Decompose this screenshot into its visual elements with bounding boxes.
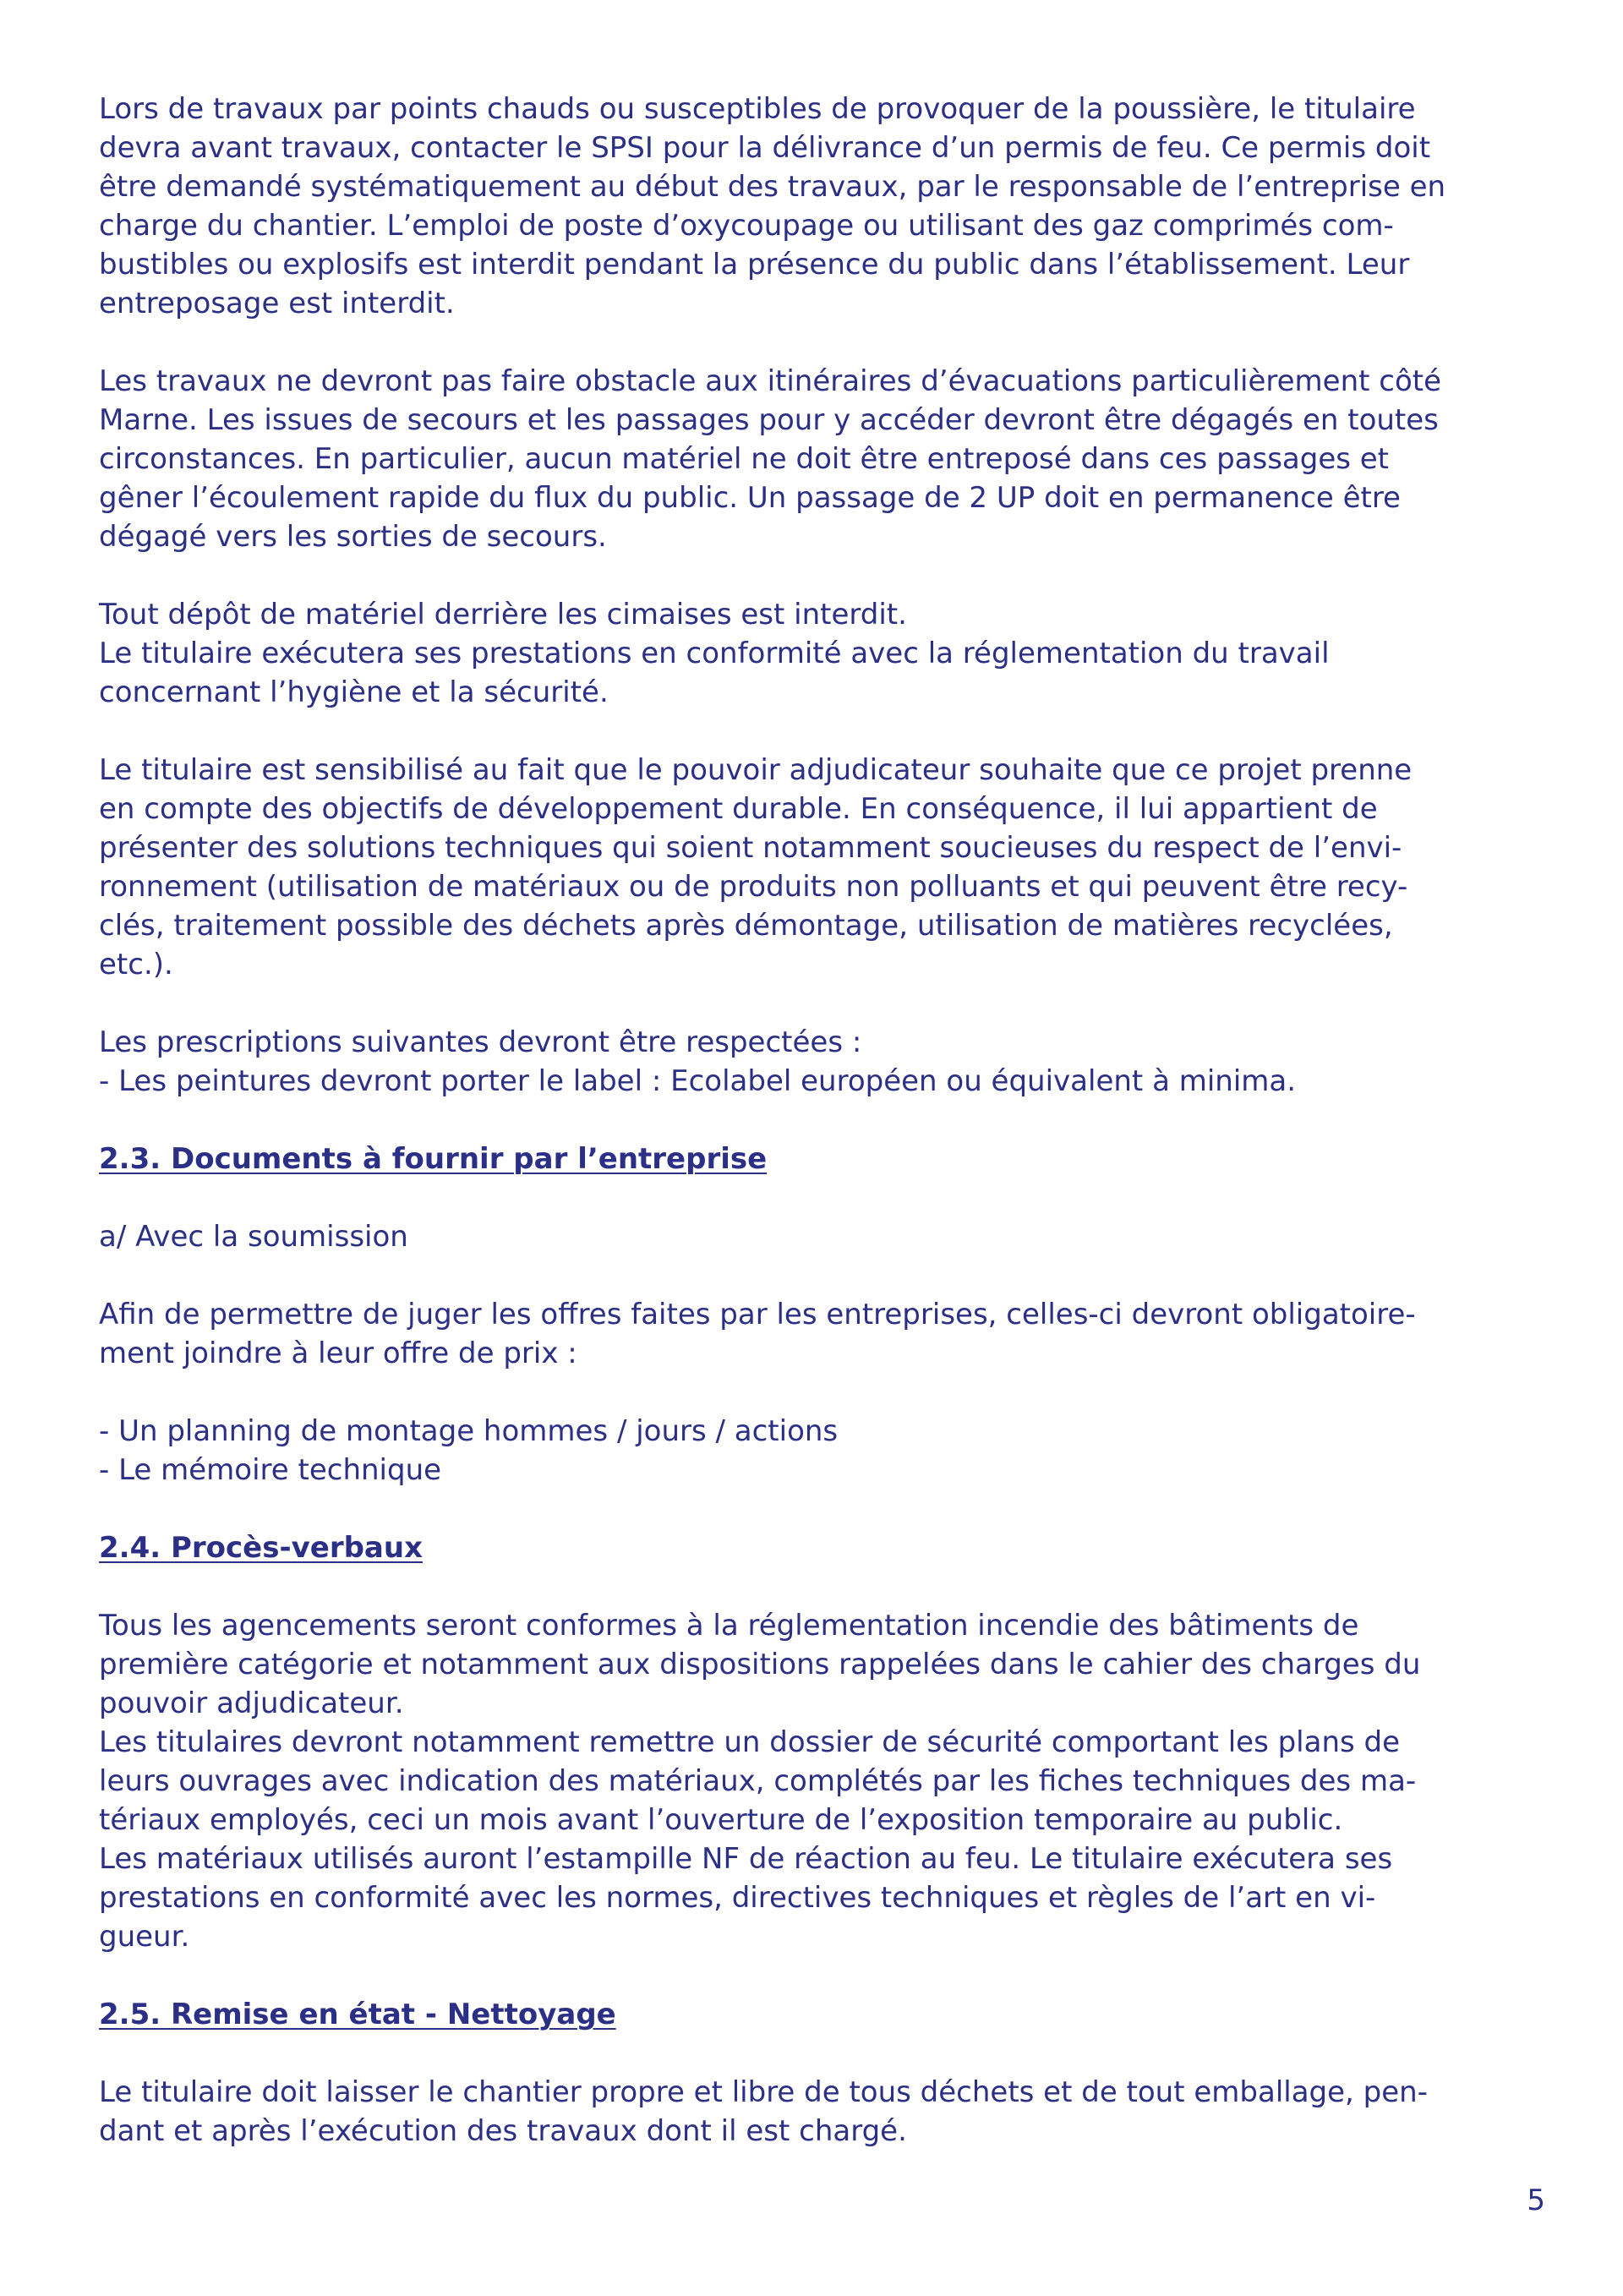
text-line: circonstances. En particulier, aucun matériel ne doit être entreposé dans ces passages et: [99, 442, 1390, 476]
text-line: entreposage est interdit.: [99, 287, 455, 320]
text-line: Les travaux ne devront pas faire obstacle aux itinéraires d’évacuations particulièrement côté: [99, 364, 1442, 398]
section-heading-cleaning: 2.5. Remise en état - Nettoyage: [99, 1998, 616, 2031]
text-line: devra avant travaux, contacter le SPSI pour la délivrance d’un permis de feu. Ce permis doit: [99, 131, 1431, 165]
section-heading-documents: 2.3. Documents à fournir par l’entreprise: [99, 1142, 768, 1176]
text-line: Le titulaire doit laisser le chantier propre et libre de tous déchets et de tout emballage, pen-: [99, 2075, 1428, 2109]
text-line: tériaux employés, ceci un mois avant l’ouverture de l’exposition temporaire au public.: [99, 1803, 1343, 1837]
list-item: - Le mémoire technique: [99, 1453, 442, 1487]
text-line: Afin de permettre de juger les offres faites par les entreprises, celles-ci devront obligatoire-: [99, 1298, 1416, 1331]
paragraph-fire-safety: [99, 1606, 1536, 1956]
document-page: [99, 90, 1536, 2189]
paragraph-cleaning: [99, 2073, 1536, 2151]
section-heading-proces-verbaux: 2.4. Procès-verbaux: [99, 1531, 423, 1565]
list-item: - Un planning de montage hommes / jours / actions: [99, 1414, 839, 1448]
text-line: Lors de travaux par points chauds ou susceptibles de provoquer de la poussière, le titulaire: [99, 92, 1416, 126]
paragraph-storage: [99, 595, 1536, 712]
text-line: Marne. Les issues de secours et les passages pour y accéder devront être dégagés en toutes: [99, 403, 1439, 437]
text-line: pouvoir adjudicateur.: [99, 1686, 404, 1720]
text-line: prestations en conformité avec les normes, directives techniques et règles de l’art en vi-: [99, 1881, 1376, 1915]
text-line: gueur.: [99, 1920, 190, 1954]
text-line: Les matériaux utilisés auront l’estampille NF de réaction au feu. Le titulaire exécutera ses: [99, 1842, 1393, 1876]
text-line: Le titulaire exécutera ses prestations en conformité avec la réglementation du travail: [99, 637, 1330, 670]
text-line: ronnement (utilisation de matériaux ou de produits non polluants et qui peuvent être recy-: [99, 870, 1408, 904]
paragraph-evacuation: [99, 362, 1536, 556]
text-line: a/ Avec la soumission: [99, 1220, 408, 1254]
list-required-documents: [99, 1412, 1536, 1490]
text-line: etc.).: [99, 948, 173, 981]
page-number: 5: [1527, 2184, 1545, 2217]
text-line: dant et après l’exécution des travaux dont il est chargé.: [99, 2114, 907, 2148]
paragraph-sustainability: [99, 751, 1536, 984]
text-line: Les titulaires devront notamment remettre un dossier de sécurité comportant les plans de: [99, 1725, 1401, 1759]
text-line: Le titulaire est sensibilisé au fait que le pouvoir adjudicateur souhaite que ce projet prenne: [99, 753, 1413, 787]
paragraph-submission: [99, 1217, 1536, 1256]
text-line: présenter des solutions techniques qui soient notamment soucieuses du respect de l’envi-: [99, 831, 1402, 865]
text-line: clés, traitement possible des déchets après démontage, utilisation de matières recyclées,: [99, 909, 1393, 943]
text-line: Les prescriptions suivantes devront être respectées :: [99, 1025, 862, 1059]
text-line: Tout dépôt de matériel derrière les cimaises est interdit.: [99, 598, 907, 631]
text-line: concernant l’hygiène et la sécurité.: [99, 675, 609, 709]
paragraph-prescriptions: [99, 1023, 1536, 1101]
text-line: ment joindre à leur offre de prix :: [99, 1337, 577, 1370]
text-line: première catégorie et notamment aux dispositions rappelées dans le cahier des charges du: [99, 1648, 1421, 1681]
paragraph-offers: [99, 1295, 1536, 1373]
text-line: charge du chantier. L’emploi de poste d’oxycoupage ou utilisant des gaz comprimés com-: [99, 209, 1394, 243]
paragraph-hot-works: [99, 90, 1536, 323]
text-line: en compte des objectifs de développement durable. En conséquence, il lui appartient de: [99, 792, 1378, 826]
text-line: être demandé systématiquement au début des travaux, par le responsable de l’entreprise en: [99, 170, 1446, 204]
text-line: leurs ouvrages avec indication des matériaux, complétés par les fiches techniques des ma-: [99, 1764, 1417, 1798]
text-line: dégagé vers les sorties de secours.: [99, 520, 607, 554]
text-line: - Les peintures devront porter le label : Ecolabel européen ou équivalent à minima.: [99, 1064, 1297, 1098]
text-line: bustibles ou explosifs est interdit pendant la présence du public dans l’établissement. Leur: [99, 248, 1410, 282]
text-line: gêner l’écoulement rapide du flux du public. Un passage de 2 UP doit en permanence être: [99, 481, 1401, 515]
text-line: Tous les agencements seront conformes à la réglementation incendie des bâtiments de: [99, 1609, 1359, 1643]
